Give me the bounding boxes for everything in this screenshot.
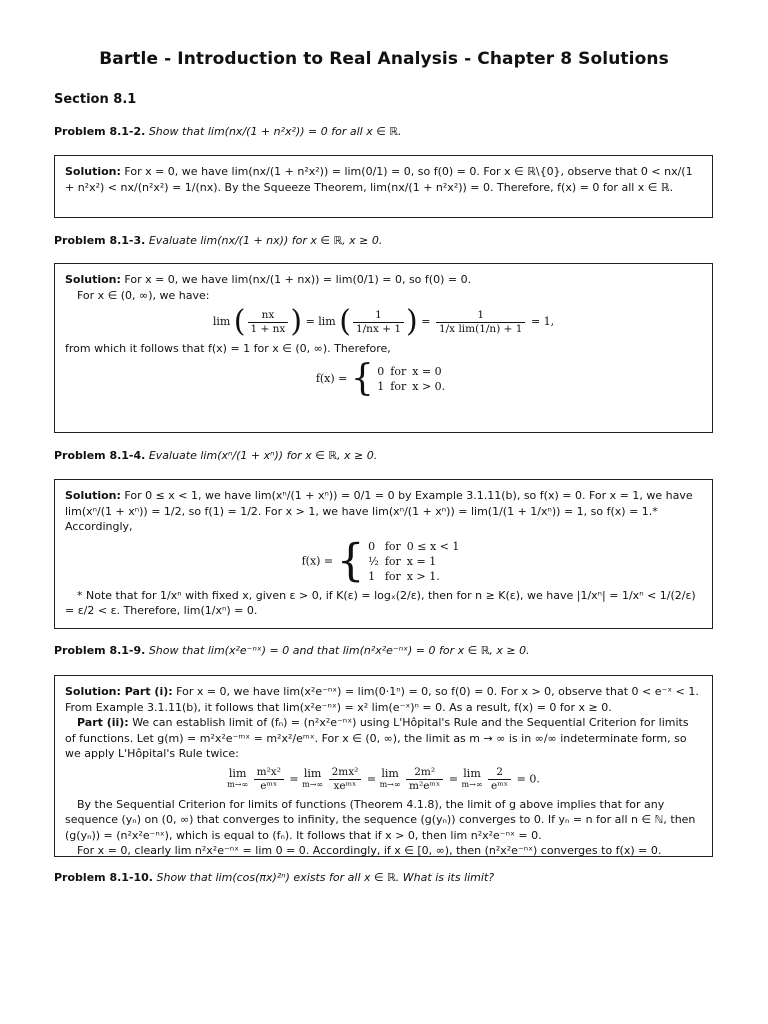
equation-result: = 0. bbox=[516, 772, 540, 785]
solution-text: We can establish limit of (fₙ) = (n²x²e⁻ⁿˣ) using L'Hôpital's Rule and the Sequential Criterion for limits of functions. Let g(m) = m²x²e⁻ᵐˣ = m²x²/eᵐˣ. For x ∈ (0, ∞), the limit as m → ∞ is in ∞/∞ indeterminate form, so we apply L'Hôpital's Rule twice: bbox=[65, 716, 689, 760]
footnote-text: * Note that for 1/xⁿ with fixed x, given ε > 0, if K(ε) = logₓ(2/ε), then for n ≥ K(ε), we have |1/xⁿ| = 1/xⁿ < 1/(2/ε) = ε/2 < ε. Therefore, lim(1/xⁿ) = 0. bbox=[65, 588, 696, 617]
case-condition: x > 1. bbox=[406, 569, 440, 583]
problem-8-1-2-statement bbox=[54, 124, 714, 139]
section-heading: Section 8.1 bbox=[54, 92, 137, 107]
piecewise-function bbox=[65, 535, 702, 586]
fraction bbox=[488, 766, 511, 793]
solution-text: For x = 0, clearly lim n²x²e⁻ⁿˣ = lim 0 = 0. Accordingly, if x ∈ [0, ∞), then (n²x²e⁻ⁿˣ) converges to f(x) = 0. bbox=[77, 844, 662, 857]
solution-text: For x = 0, we have lim(nx/(1 + nx)) = lim(0/1) = 0, so f(0) = 0. bbox=[124, 273, 472, 286]
lhopital-equation bbox=[65, 766, 702, 793]
problem-8-1-4-statement bbox=[54, 448, 714, 463]
lim-subscript: m→∞ bbox=[227, 780, 249, 789]
solution-label: Solution: Part (i): bbox=[65, 685, 173, 698]
case-value: ½ bbox=[368, 554, 379, 568]
problem-label: Problem 8.1-9. bbox=[54, 644, 146, 657]
numerator: 2 bbox=[488, 766, 511, 780]
case-value: 1 bbox=[368, 569, 376, 583]
fraction bbox=[353, 309, 404, 336]
case-condition: x > 0. bbox=[412, 379, 446, 393]
piecewise-lhs: f(x) = bbox=[301, 554, 334, 567]
left-paren: ( bbox=[233, 304, 246, 339]
lim: lim bbox=[228, 767, 247, 780]
solution-box-8-1-9 bbox=[54, 675, 713, 857]
case-value: 0 bbox=[368, 539, 376, 553]
solution-text: For 0 ≤ x < 1, we have lim(xⁿ/(1 + xⁿ)) = 0/1 = 0 by Example 3.1.11(b), so f(x) = 0. For x = 1, we have lim(xⁿ/(1 + xⁿ)) = 1/2, so f(1) = 1/2. For x > 1, we have lim(xⁿ/(1 + xⁿ)) = lim(1/(1 + 1/xⁿ)) = 1, so f(x) = 1.* Accordingly, bbox=[65, 489, 693, 533]
solution-label: Solution: bbox=[65, 273, 121, 286]
limit-operator bbox=[227, 768, 248, 790]
case-value: 1 bbox=[377, 379, 385, 393]
case-condition: x = 1 bbox=[406, 554, 437, 568]
numerator: 2mx² bbox=[329, 766, 362, 780]
case-row bbox=[368, 539, 465, 554]
limit-operator bbox=[380, 768, 401, 790]
limit-operator bbox=[462, 768, 483, 790]
cases-table bbox=[368, 539, 465, 584]
equals: = bbox=[289, 772, 299, 785]
numerator: 2m² bbox=[406, 766, 443, 780]
right-paren: ) bbox=[406, 304, 418, 339]
problem-statement: Show that lim(x²e⁻ⁿˣ) = 0 and that lim(n²x²e⁻ⁿˣ) = 0 for x ∈ ℝ, x ≥ 0. bbox=[148, 644, 530, 657]
solution-text: For x ∈ (0, ∞), we have: bbox=[77, 288, 210, 302]
denominator: eᵐˣ bbox=[260, 779, 278, 792]
lim: lim bbox=[463, 767, 481, 780]
denominator: 1/x lim(1/n) + 1 bbox=[438, 322, 523, 335]
denominator: 1 + nx bbox=[250, 322, 286, 335]
numerator: nx bbox=[248, 309, 289, 323]
limit-equation bbox=[65, 304, 702, 339]
problem-statement: Evaluate lim(nx/(1 + nx)) for x ∈ ℝ, x ≥ 0. bbox=[148, 234, 383, 247]
problem-statement: Show that lim(nx/(1 + n²x²)) = 0 for all x ∈ ℝ. bbox=[148, 125, 402, 138]
numerator: m²x² bbox=[254, 766, 284, 780]
case-row bbox=[377, 379, 451, 394]
limit-operator bbox=[302, 768, 323, 790]
denominator: m²eᵐˣ bbox=[409, 779, 441, 792]
denominator: 1/nx + 1 bbox=[355, 322, 402, 335]
denominator: eᵐˣ bbox=[491, 779, 509, 792]
case-condition: 0 ≤ x < 1 bbox=[406, 539, 460, 553]
fraction bbox=[406, 766, 443, 793]
cases-table bbox=[377, 364, 451, 394]
fraction bbox=[436, 309, 525, 336]
solution-label: Solution: bbox=[65, 489, 121, 502]
case-for: for bbox=[384, 554, 401, 568]
case-for: for bbox=[384, 569, 401, 583]
equals: = bbox=[421, 315, 431, 328]
case-condition: x = 0 bbox=[412, 364, 442, 378]
problem-label: Problem 8.1-4. bbox=[54, 449, 146, 462]
problem-8-1-10-statement bbox=[54, 870, 714, 885]
denominator: xeᵐˣ bbox=[333, 779, 357, 792]
problem-label: Problem 8.1-10. bbox=[54, 871, 153, 884]
equals: = bbox=[448, 772, 459, 785]
lim-subscript: m→∞ bbox=[461, 780, 483, 789]
case-value: 0 bbox=[377, 364, 385, 378]
case-for: for bbox=[390, 379, 407, 393]
solution-text: from which it follows that f(x) = 1 for x ∈ (0, ∞). Therefore, bbox=[65, 342, 391, 355]
left-brace: { bbox=[350, 357, 374, 399]
part-label: Part (ii): bbox=[77, 716, 129, 729]
problem-statement: Evaluate lim(xⁿ/(1 + xⁿ)) for x ∈ ℝ, x ≥ 0. bbox=[148, 449, 378, 462]
case-row bbox=[377, 364, 451, 379]
problem-statement: Show that lim(cos(πx)²ⁿ) exists for all x ∈ ℝ. What is its limit? bbox=[156, 871, 495, 884]
case-for: for bbox=[390, 364, 407, 378]
fraction bbox=[248, 309, 289, 336]
lim-subscript: m→∞ bbox=[302, 780, 324, 789]
fraction bbox=[254, 766, 284, 793]
solution-box-8-1-3 bbox=[54, 263, 713, 433]
solution-text: By the Sequential Criterion for limits of functions (Theorem 4.1.8), the limit of g above implies that for any sequence (yₙ) on (0, ∞) that converges to infinity, the sequence (g(yₙ)) converges to 0. If yₙ = n for all n ∈ ℕ, then (g(yₙ)) = (n²x²e⁻ⁿˣ), which is equal to (fₙ). It follows that if x > 0, then lim n²x²e⁻ⁿˣ = 0. bbox=[65, 797, 696, 842]
left-brace: { bbox=[336, 535, 365, 586]
problem-8-1-3-statement bbox=[54, 233, 714, 248]
fraction bbox=[329, 766, 362, 793]
case-row bbox=[368, 569, 465, 584]
lim-operator: lim bbox=[212, 315, 231, 328]
solution-label: Solution: bbox=[65, 165, 121, 178]
numerator: 1 bbox=[436, 309, 525, 323]
piecewise-lhs: f(x) = bbox=[315, 371, 348, 385]
problem-label: Problem 8.1-3. bbox=[54, 234, 146, 247]
problem-label: Problem 8.1-2. bbox=[54, 125, 146, 138]
case-row bbox=[368, 554, 465, 569]
equals-lim: = lim bbox=[305, 315, 336, 328]
solution-box-8-1-4 bbox=[54, 479, 713, 629]
right-paren: ) bbox=[290, 304, 303, 339]
solution-box-8-1-2 bbox=[54, 155, 713, 218]
lim: lim bbox=[381, 767, 399, 780]
solution-text: For x = 0, we have lim(nx/(1 + n²x²)) = lim(0/1) = 0, so f(0) = 0. For x ∈ ℝ\{0}, observe that 0 < nx/(1 + n²x²) < nx/(n²x²) = 1/(nx). By the Squeeze Theorem, lim(nx/(1 + n²x²)) = 0. Therefore, f(x) = 0 for all x ∈ ℝ. bbox=[65, 165, 693, 194]
equation-result: = 1, bbox=[530, 315, 555, 328]
piecewise-function bbox=[65, 357, 702, 399]
lim: lim bbox=[303, 767, 322, 780]
lim-subscript: m→∞ bbox=[379, 780, 401, 789]
document-title: Bartle - Introduction to Real Analysis - Chapter 8 Solutions bbox=[99, 49, 669, 69]
case-for: for bbox=[384, 539, 401, 553]
solution-text: For x = 0, we have lim(x²e⁻ⁿˣ) = lim(0·1ⁿ) = 0, so f(0) = 0. For x > 0, observe that 0 < e⁻ˣ < 1. From Example 3.1.11(b), it follows that lim(x²e⁻ⁿˣ) = x² lim(e⁻ˣ)ⁿ = 0. As a result, f(x) = 0 for x ≥ 0. bbox=[65, 685, 699, 714]
problem-8-1-9-statement bbox=[54, 643, 714, 658]
numerator: 1 bbox=[353, 309, 404, 323]
left-paren: ( bbox=[339, 304, 351, 339]
equals: = bbox=[366, 772, 377, 785]
